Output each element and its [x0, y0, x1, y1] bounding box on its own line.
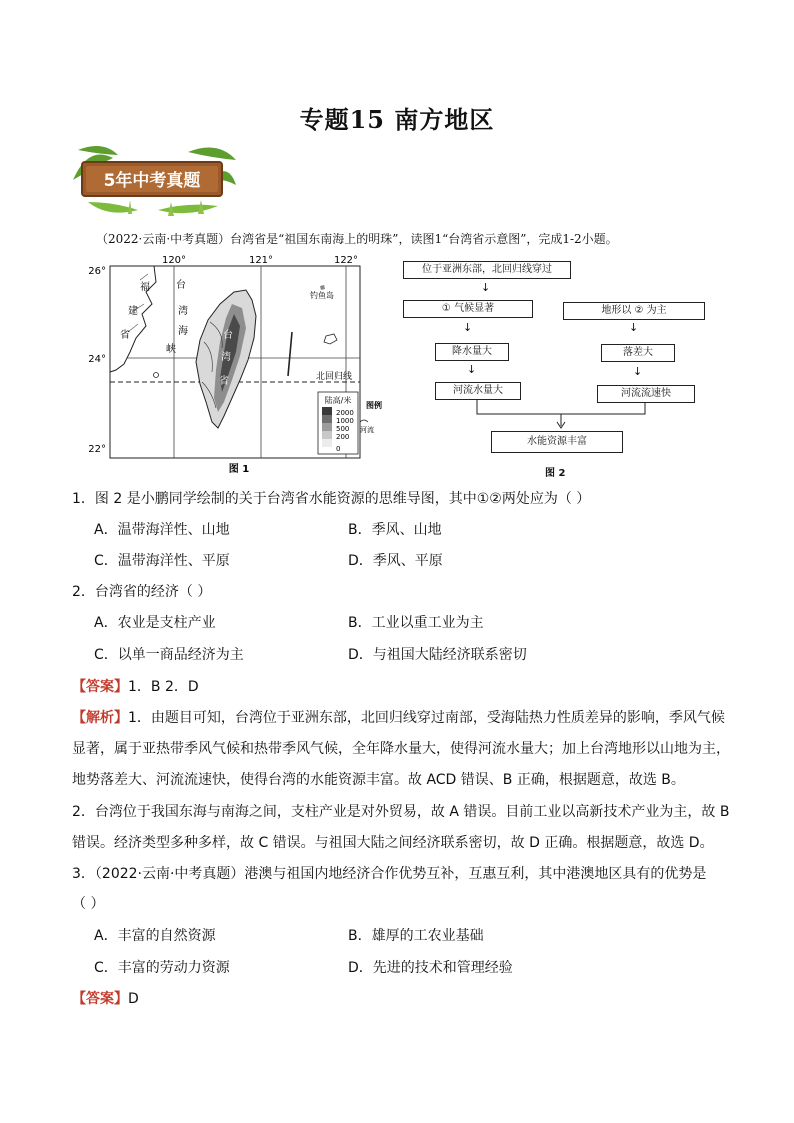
mindmap-box-climate: ① 气候显著	[403, 300, 533, 318]
q3-option-c: C．丰富的劳动力资源	[94, 960, 230, 976]
lat-label-22: 22°	[88, 444, 106, 455]
label-strait: 台	[176, 280, 186, 291]
label-fujian: 省	[120, 330, 130, 341]
q1-option-c: C．温带海洋性、平原	[94, 553, 230, 569]
label-strait: 湾	[178, 306, 188, 317]
svg-text:2000: 2000	[336, 409, 354, 417]
figure-1-map	[84, 252, 382, 477]
lat-label-26: 26°	[88, 266, 106, 277]
lon-label-122: 122°	[333, 255, 359, 266]
mindmap-box-top: 位于亚洲东部，北回归线穿过	[403, 261, 571, 279]
label-strait: 峡	[166, 344, 176, 355]
arrow-down-icon: ↓	[629, 321, 639, 334]
analysis-line: 2．台湾位于我国东海与南海之间，支柱产业是对外贸易，故 A 错误。目前工业以高新技术产业为主，故 B	[72, 804, 730, 820]
lon-label-120: 120°	[161, 255, 187, 266]
label-taiwan: 省	[219, 376, 229, 387]
banner-text: 5年中考真题	[103, 171, 201, 191]
question-3-stem: 3．（2022·云南·中考真题）港澳与祖国内地经济合作优势互补，互惠互利，其中港澳地区具有的优势是	[72, 866, 707, 882]
section-banner	[68, 140, 238, 218]
label-diaoyu: 钓鱼岛	[310, 291, 334, 300]
analysis-line: 错误。经济类型多种多样，故 C 错误。与祖国大陆之间经济联系密切，故 D 正确。根据题意，故选 D。	[72, 835, 714, 851]
legend-river: 河流	[360, 426, 374, 434]
legend-label: 图例	[366, 401, 382, 410]
analysis-line: 【解析】1．由题目可知，台湾位于亚洲东部，北回归线穿过南部，受海陆热力性质差异的影响，季风气候	[72, 710, 725, 726]
figure-1-caption: 图 1	[228, 464, 250, 475]
q1-option-d: D．季风、平原	[348, 553, 443, 569]
analysis-line: 显著，属于亚热带季风气候和热带季风气候，全年降水量大，使得河流水量大；加上台湾地形以山地为主，	[72, 741, 730, 757]
answer-1-2	[72, 676, 199, 696]
question-2-stem: 2．台湾省的经济（ ）	[72, 584, 212, 600]
answer-tag: 【答案】	[72, 991, 128, 1007]
label-strait: 海	[178, 326, 188, 337]
q3-option-d: D．先进的技术和管理经验	[348, 960, 513, 976]
elevation-legend	[318, 392, 358, 454]
label-fujian: 建	[128, 306, 138, 317]
answer-text: 1．B 2．D	[128, 679, 199, 695]
lat-label-24: 24°	[88, 354, 106, 365]
mindmap-box-terrain: 地形以 ② 为主	[563, 302, 705, 320]
svg-text:0: 0	[336, 445, 341, 453]
arrow-down-icon: ↓	[463, 321, 473, 334]
label-taiwan: 湾	[221, 352, 231, 363]
page-title: 专题15 南方地区	[299, 105, 495, 134]
q3-option-b: B．雄厚的工农业基础	[348, 928, 484, 944]
label-fujian: 福	[140, 282, 150, 293]
mindmap-box-rain: 降水量大	[435, 343, 509, 361]
lon-label-121: 121°	[248, 255, 274, 266]
q2-option-d: D．与祖国大陆经济联系密切	[348, 647, 527, 663]
question-3-stem-cont: （ ）	[72, 896, 105, 912]
question-1-stem: 1．图 2 是小鹏同学绘制的关于台湾省水能资源的思维导图，其中①②两处应为（ ）	[72, 491, 591, 507]
svg-text:200: 200	[336, 433, 350, 441]
q1-option-a: A．温带海洋性、山地	[94, 522, 230, 538]
mindmap-box-drop: 落差大	[601, 344, 675, 362]
analysis-tag: 【解析】	[72, 710, 128, 726]
svg-text:500: 500	[336, 425, 350, 433]
q2-option-b: B．工业以重工业为主	[348, 615, 484, 631]
q2-option-c: C．以单一商品经济为主	[94, 647, 244, 663]
analysis-line: 地势落差大、河流流速快，使得台湾的水能资源丰富。故 ACD 错误、B 正确，根据题意，故选 B。	[72, 772, 685, 788]
q1-option-b: B．季风、山地	[348, 522, 442, 538]
leaf-banner-graphic	[68, 140, 238, 218]
answer-3	[72, 988, 139, 1008]
figure-2-caption: 图 2	[545, 468, 566, 479]
label-taiwan: 台	[223, 330, 233, 341]
q2-option-a: A．农业是支柱产业	[94, 615, 216, 631]
arrow-down-icon: ↓	[481, 281, 491, 294]
answer-text: D	[128, 991, 139, 1007]
mindmap-box-volume: 河流水量大	[435, 382, 521, 400]
figure-2-mindmap	[395, 258, 715, 480]
arrow-down-icon: ↓	[467, 363, 477, 376]
arrow-down-icon: ↓	[633, 365, 643, 378]
mindmap-box-speed: 河流流速快	[597, 385, 695, 403]
answer-tag: 【答案】	[72, 679, 128, 695]
svg-text:陆高/米: 陆高/米	[324, 396, 352, 405]
svg-text:1000: 1000	[336, 417, 354, 425]
intro-text: （2022·云南·中考真题）台湾省是“祖国东南海上的明珠”，读图1“台湾省示意图”，完成1-2小题。	[96, 232, 618, 246]
mindmap-box-result: 水能资源丰富	[491, 431, 623, 453]
label-tropic: 北回归线	[316, 372, 353, 382]
q3-option-a: A．丰富的自然资源	[94, 928, 216, 944]
